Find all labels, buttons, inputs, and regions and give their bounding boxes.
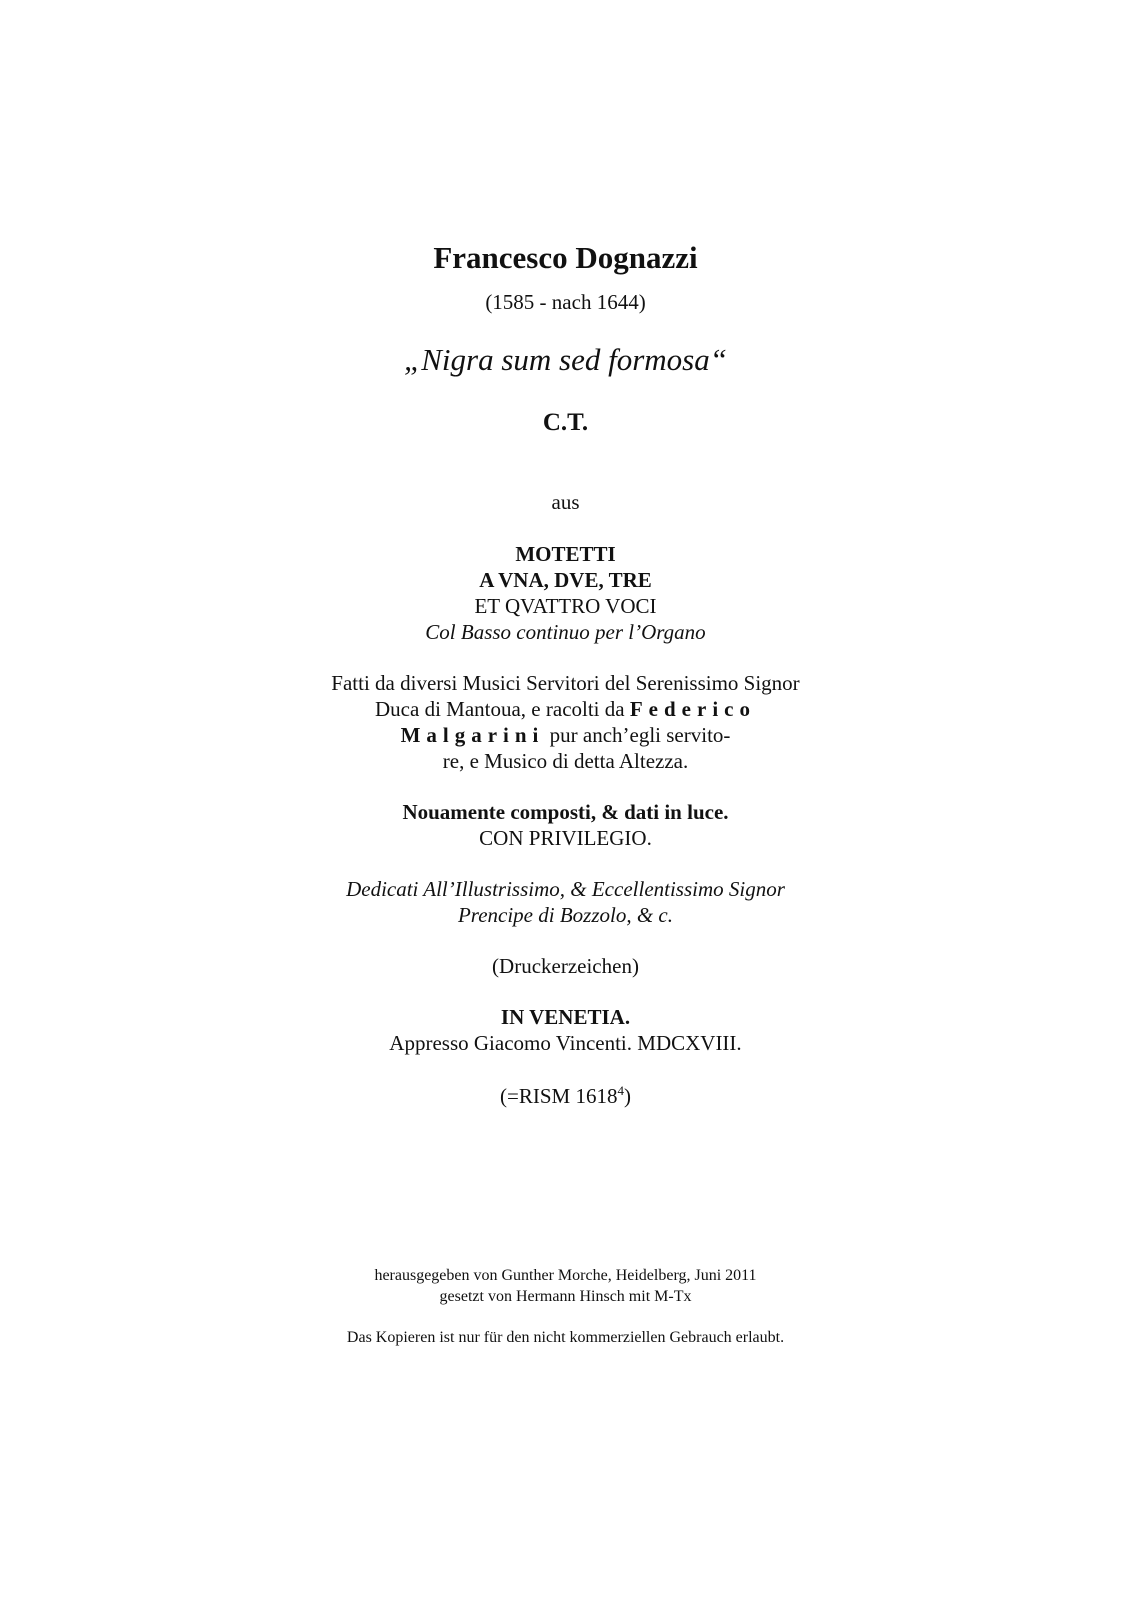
composers-paragraph-text: pur anch’egli servito- [544,723,731,747]
source-title-line: A VNA, DVE, TRE [479,568,652,592]
composers-paragraph-text: Duca di Mantoua, e racolti da [375,697,630,721]
novelty-line: Nouamente composti, & dati in luce. [402,800,729,824]
from-label: aus [551,490,580,514]
composers-paragraph-line [0,725,1131,746]
place-of-print: IN VENETIA. [500,1005,631,1029]
work-title: „Nigra sum sed formosa“ [404,342,727,377]
composer-dates: (1585 - nach 1644) [485,290,646,314]
typesetter-credit: gesetzt von Hermann Hinsch mit M-Tx [439,1288,692,1305]
printer-mark: (Druckerzeichen) [492,954,639,978]
copyright-notice: Das Kopieren ist nur für den nicht kommerziellen Gebrauch erlaubt. [346,1329,785,1346]
dedication-line: Dedicati All’Illustrissimo, & Eccellentissimo Signor [346,877,785,901]
privilege-line: CON PRIVILEGIO. [479,826,652,850]
rism-superscript: 4 [617,1083,624,1098]
source-title-line: ET QVATTRO VOCI [474,594,657,618]
composer-name: Francesco Dognazzi [433,240,698,275]
source-title-line: Col Basso continuo per l’Organo [425,620,706,644]
voicing: C.T. [542,409,589,436]
composers-paragraph-line [0,699,1131,720]
source-title-line: MOTETTI [515,542,616,566]
publisher-line: Appresso Giacomo Vincenti. MDCXVIII. [389,1031,742,1055]
rism-reference [0,1084,1131,1107]
collector-last-name: Malgarini [400,723,545,747]
composers-paragraph-line: re, e Musico di detta Altezza. [442,749,689,773]
editor-credit: herausgegeben von Gunther Morche, Heidelberg, Juni 2011 [374,1267,757,1284]
collector-first-name: Federico [629,697,756,721]
dedication-line: Prencipe di Bozzolo, & c. [457,903,673,927]
composers-paragraph-line: Fatti da diversi Musici Servitori del Serenissimo Signor [331,671,800,695]
rism-close: ) [623,1084,631,1108]
rism-text: (=RISM 1618 [500,1084,618,1108]
